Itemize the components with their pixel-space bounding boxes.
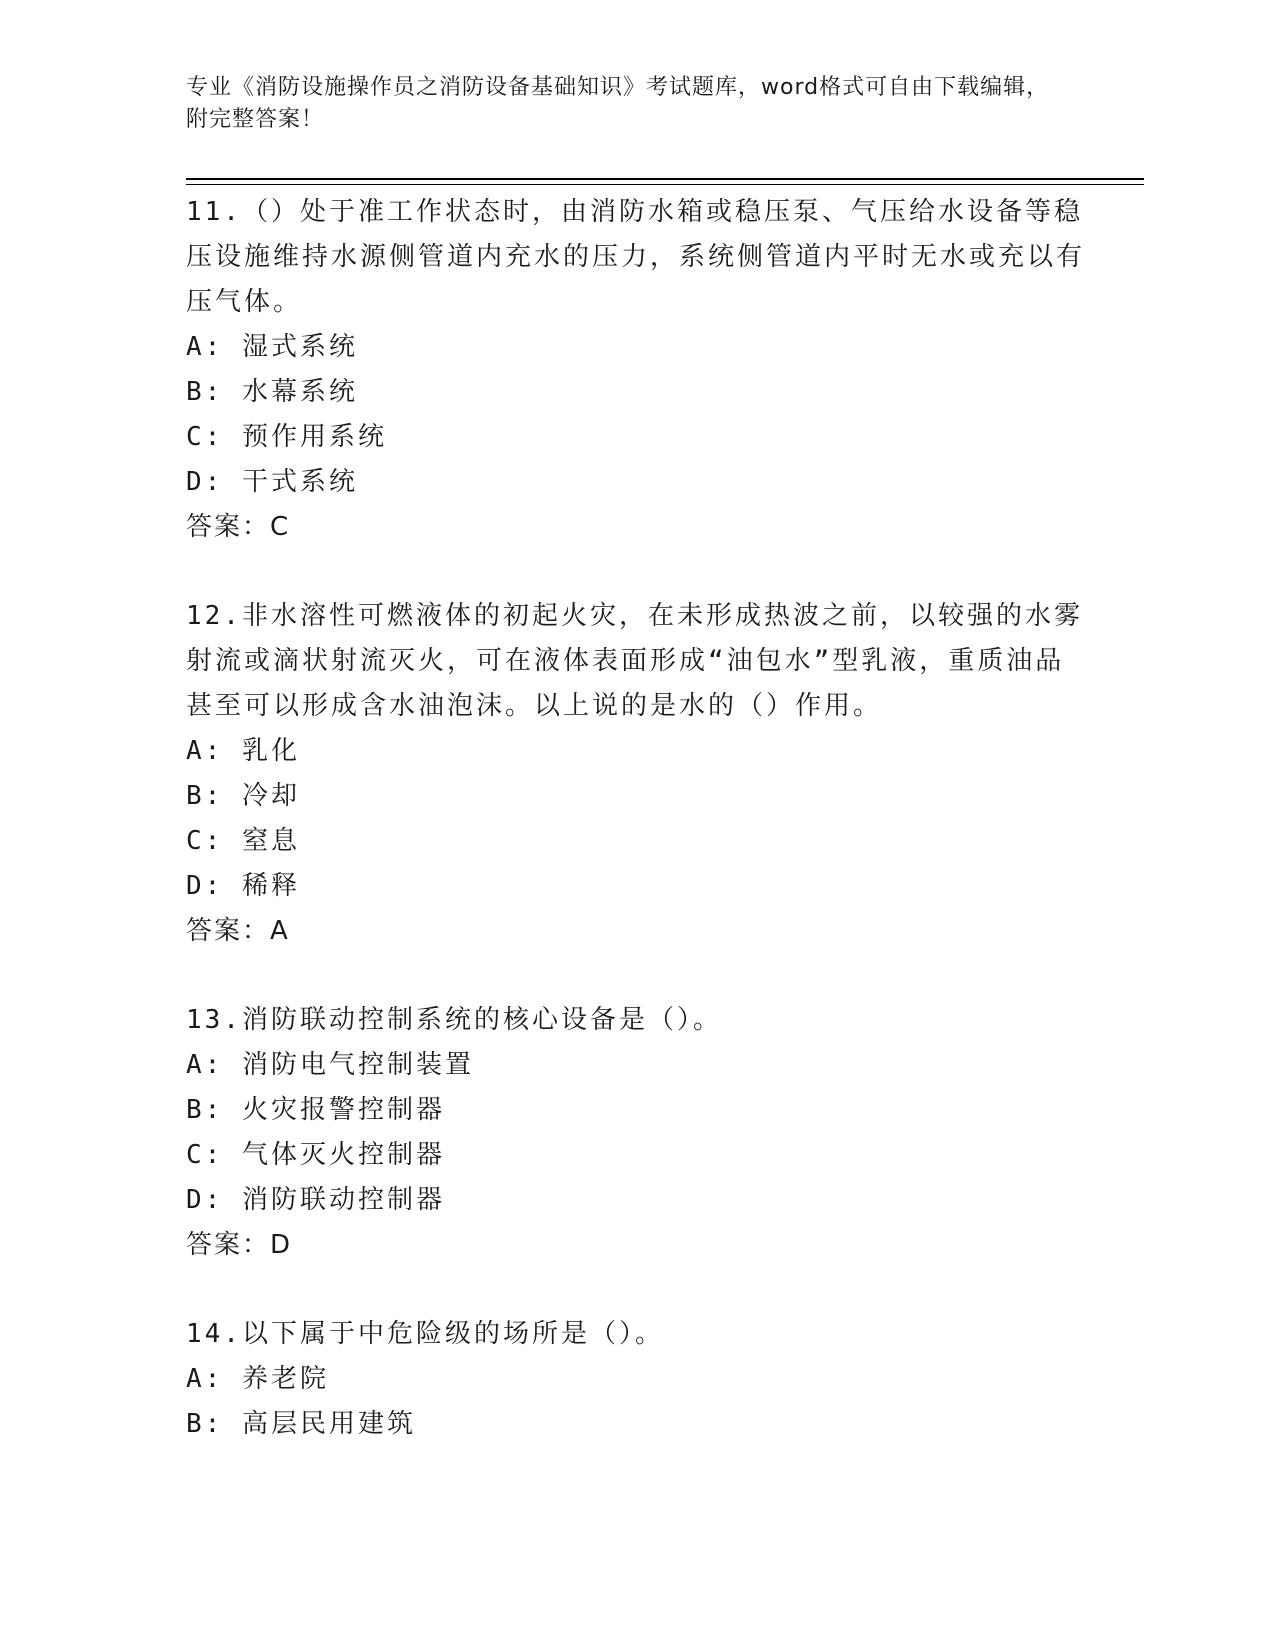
question-stem: 12.非水溶性可燃液体的初起火灾，在未形成热波之前，以较强的水雾射流或滴状射流灭火，可在液体表面形成“油包水”型乳液，重质油品甚至可以形成含水油泡沫。以上说的是水的（）作用。 (186, 601, 1083, 721)
option-a: A: 乳化 (186, 736, 300, 766)
option-c: C: 气体灭火控制器 (186, 1140, 445, 1170)
option-b: B: 高层民用建筑 (186, 1409, 416, 1439)
answer: 答案：A (186, 916, 290, 946)
header-divider-thick (186, 178, 1144, 180)
question-gap (186, 550, 1086, 594)
question-stem: 11.（）处于准工作状态时，由消防水箱或稳压泵、气压给水设备等稳压设施维持水源侧管道内充水的压力，系统侧管道内平时无水或充以有压气体。 (186, 197, 1086, 317)
question-14 (186, 1312, 1086, 1447)
question-stem: 14.以下属于中危险级的场所是（）。 (186, 1319, 664, 1349)
question-gap (186, 1268, 1086, 1312)
question-11 (186, 190, 1086, 550)
question-12 (186, 594, 1086, 954)
option-d: D: 稀释 (186, 871, 300, 901)
option-c: C: 窒息 (186, 826, 300, 856)
option-b: B: 冷却 (186, 781, 300, 811)
question-gap (186, 954, 1086, 998)
question-stem: 13.消防联动控制系统的核心设备是（）。 (186, 1005, 722, 1035)
option-b: B: 水幕系统 (186, 377, 358, 407)
option-a: A: 湿式系统 (186, 332, 358, 362)
option-a: A: 消防电气控制装置 (186, 1050, 474, 1080)
option-b: B: 火灾报警控制器 (186, 1095, 445, 1125)
option-c: C: 预作用系统 (186, 422, 387, 452)
answer: 答案：C (186, 512, 291, 542)
option-d: D: 干式系统 (186, 467, 358, 497)
document-header: 专业《消防设施操作员之消防设备基础知识》考试题库，word格式可自由下载编辑，附完整答案！ (186, 75, 1050, 132)
option-a: A: 养老院 (186, 1364, 329, 1394)
option-d: D: 消防联动控制器 (186, 1185, 445, 1215)
question-13 (186, 998, 1086, 1268)
answer: 答案：D (186, 1230, 293, 1260)
header-divider-thin (186, 184, 1144, 185)
question-list (186, 190, 1086, 1447)
